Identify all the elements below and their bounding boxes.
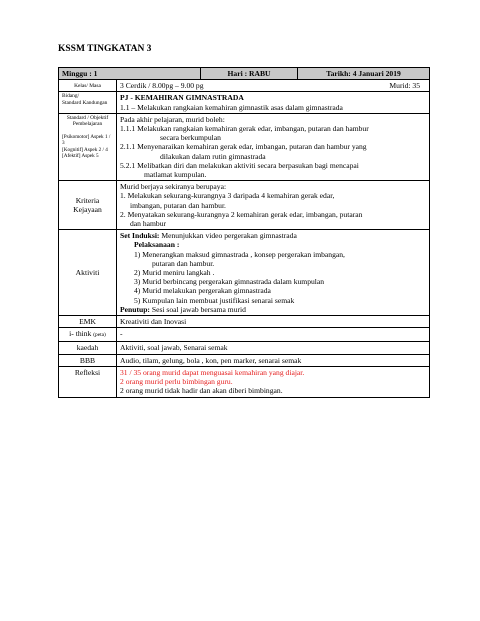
standard-label-line1: Standard / Objektif <box>66 114 109 121</box>
refleksi-label: Refleksi <box>59 366 117 397</box>
kriteria-value <box>117 181 430 230</box>
objective-3-cont: matlamat kumpulan. <box>144 170 207 180</box>
hari-cell: Hari : RABU <box>201 68 298 80</box>
standard-label-line2: Pembelajaran <box>72 121 103 128</box>
bbb-label: BBB <box>59 354 117 366</box>
bbb-value: Audio, tilam, gelung, bola , kon, pen marker, senarai semak <box>117 354 430 366</box>
set-induksi <box>120 231 426 240</box>
kriteria-1-cont: imbangan, putaran dan hambur. <box>130 200 226 210</box>
kelas-value: 3 Cerdik / 8.00pg – 9.00 pg <box>120 81 204 91</box>
step-4: 4) Murid melakukan pergerakan gimnastrada <box>134 286 271 296</box>
penutup <box>120 305 426 314</box>
pelaksanaan-label: Pelaksanaan : <box>134 240 180 250</box>
kriteria-2-cont: dan hambur <box>130 219 167 229</box>
kelas-value-cell <box>117 80 430 92</box>
penutup-text: Sesi soal jawab bersama murid <box>149 304 246 314</box>
step-1-cont: putaran dan hambur. <box>152 258 215 268</box>
bidang-sub: 1.1 – Melakukan rangkaian kemahiran gimnastik asas dalam gimnastrada <box>120 102 343 112</box>
kaedah-label: kaedah <box>59 342 117 354</box>
ithink-label-small: (peta) <box>93 332 106 339</box>
bidang-label <box>59 92 117 113</box>
bidang-value <box>117 92 430 113</box>
refleksi-line3: 2 orang murid tidak hadir dan akan diberi bimbingan. <box>120 386 283 396</box>
objective-3: 5.2.1 Melibatkan diri dan melakukan aktiviti secara berpasukan bagi mencapai <box>120 160 359 170</box>
standard-row <box>59 113 430 180</box>
kriteria-label-line2: Kejayaan <box>73 205 102 215</box>
bidang-row <box>59 92 430 113</box>
objective-1-cont: secara berkumpulan <box>160 133 221 143</box>
refleksi-value <box>117 366 430 397</box>
aktiviti-value <box>117 230 430 316</box>
ithink-row <box>59 328 430 342</box>
ithink-value: - <box>117 328 430 342</box>
aspek-kognitif: [Kognitif] Aspek 2 / 4 <box>62 146 108 153</box>
bidang-label-line1: Bidang/ <box>62 93 80 100</box>
penutup-label: Penutup: <box>120 304 150 314</box>
kriteria-2: 2. Menyatakan sekurang-kurangnya 2 kemahiran gerak edar, imbangan, putaran <box>120 209 363 219</box>
step-2: 2) Murid meniru langkah . <box>134 268 215 278</box>
kaedah-row <box>59 342 430 354</box>
emk-label: EMK <box>59 316 117 328</box>
objective-2-cont: dilakukan dalam rutin gimnastrada <box>160 151 266 161</box>
ithink-label-text: i- think <box>69 329 92 339</box>
header-row <box>59 68 430 80</box>
kelas-label: Kelas/ Masa <box>59 80 117 92</box>
objective-1: 1.1.1 Melakukan rangkaian kemahiran gerak edar, imbangan, putaran dan hambur <box>120 124 369 134</box>
aktiviti-label: Aktiviti <box>59 230 117 316</box>
kriteria-label <box>59 181 117 230</box>
refleksi-row <box>59 366 430 397</box>
tarikh-cell: Tarikh: 4 Januari 2019 <box>298 68 430 80</box>
ithink-label <box>59 328 117 342</box>
standard-value <box>117 113 430 180</box>
standard-intro: Pada akhir pelajaran, murid boleh: <box>120 114 225 124</box>
aspek-afektif: [Afektif] Aspek 5 <box>62 152 99 159</box>
kaedah-value: Aktiviti, soal jawab, Senarai semak <box>117 342 430 354</box>
document-title: KSSM TINGKATAN 3 <box>58 44 152 54</box>
murid-count: Murid: 35 <box>389 81 421 91</box>
bbb-row <box>59 354 430 366</box>
kriteria-label-line1: Kriteria <box>75 196 100 206</box>
kelas-row <box>59 80 430 92</box>
bidang-title: PJ - KEMAHIRAN GIMNASTRADA <box>120 93 244 103</box>
objective-2: 2.1.1 Menyenaraikan kemahiran gerak edar, imbangan, putaran dan hambur yang <box>120 142 367 152</box>
emk-value: Kreativiti dan Inovasi <box>117 316 430 328</box>
lesson-plan-table <box>58 67 430 398</box>
minggu-cell: Minggu : 1 <box>59 68 201 80</box>
aspek-psikomotor: [Psikomotor] Aspek 1 / 3 <box>62 134 111 147</box>
step-3: 3) Murid berbincang pergerakan gimnastrada dalam kumpulan <box>134 277 325 287</box>
refleksi-line1: 31 / 35 orang murid dapat menguasai kemahiran yang diajar. <box>120 367 305 377</box>
kriteria-row <box>59 181 430 230</box>
step-1: 1) Menerangkan maksud gimnastrada , konsep pergerakan imbangan, <box>134 249 345 259</box>
set-induksi-label: Set Induksi: <box>120 231 160 241</box>
kriteria-intro: Murid berjaya sekiranya berupaya: <box>120 182 227 192</box>
refleksi-line2: 2 orang murid perlu bimbingan guru. <box>120 377 233 387</box>
standard-label <box>59 113 117 180</box>
kriteria-1: 1. Melakukan sekurang-kurangnya 3 daripada 4 kemahiran gerak edar, <box>120 191 335 201</box>
set-induksi-text: Menunjukkan video pergerakan gimnastrada <box>159 231 297 241</box>
aktiviti-row <box>59 230 430 316</box>
bidang-label-line2: Standard Kandungan <box>62 100 108 106</box>
step-5: 5) Kumpulan lain membuat justifikasi senarai semak <box>134 295 295 305</box>
emk-row <box>59 316 430 328</box>
